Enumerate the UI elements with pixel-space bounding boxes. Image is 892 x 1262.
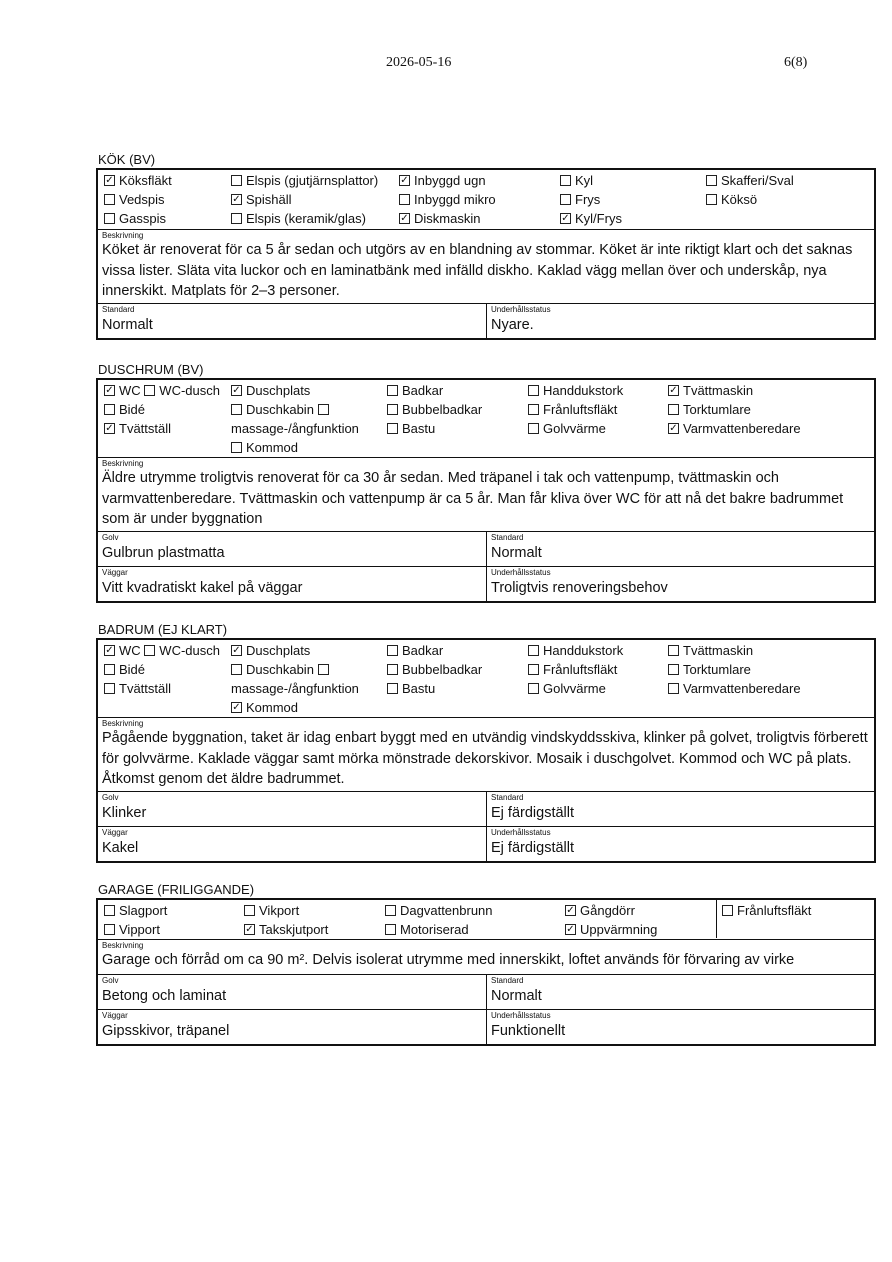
section-box (96, 638, 876, 863)
checkbox-label: Golvvärme (543, 421, 606, 436)
checkbox[interactable] (231, 194, 242, 205)
standard-value: Normalt (491, 545, 542, 561)
checkbox[interactable] (560, 194, 571, 205)
checkbox-item (560, 209, 622, 228)
checkbox-item (528, 660, 623, 679)
checkbox-label: Tvättmaskin (683, 383, 754, 398)
checkbox-label: WC-dusch (159, 383, 220, 398)
checkbox-column (244, 901, 328, 939)
checkbox-label: massage-/ångfunktion (231, 681, 359, 696)
section-badrum (96, 621, 876, 863)
checkbox-grid (98, 900, 874, 940)
description-text: Köket är renoverat för ca 5 år sedan och utgörs av en blandning av stommar. Köket är inte riktigt klart och det saknas vissa lister. Släta vita luckor och en laminatbänk med infälld diskho. Kaklad vägg mellan över och underskåp, nya innerskikt. Matplats för 2–3 personer. (102, 242, 853, 299)
checkbox-grid (98, 170, 874, 230)
checkbox-column (104, 901, 167, 939)
field-row (98, 567, 874, 601)
checkbox-label: Duschkabin (246, 402, 314, 417)
description-text: Äldre utrymme troligtvis renoverat för ca 30 år sedan. Med träpanel i tak och vattenpump, tvättmaskin och varmvattenberedare. Tvättmaskin och vattenpump är ca 5 år. Man får kliva över WC för att nå det bakre badrummet som är under byggnation (102, 470, 844, 527)
section-garage (96, 881, 876, 1046)
checkbox-item (387, 381, 482, 400)
floor-field (98, 792, 487, 826)
floor-value: Gulbrun plastmatta (102, 545, 225, 561)
checkbox-label: Kommod (246, 440, 299, 455)
checkbox-item (385, 920, 493, 939)
checkbox-item (668, 679, 801, 698)
standard-field (487, 532, 874, 566)
floor-label: Golv (102, 793, 119, 802)
checkbox-grid (98, 640, 874, 718)
floor-label: Golv (102, 533, 119, 542)
description-label: Beskrivning (102, 231, 144, 240)
maintenance-status-label: Underhållsstatus (491, 1011, 551, 1020)
checkbox[interactable] (231, 404, 242, 415)
checkbox-column (387, 641, 482, 698)
checkbox[interactable] (399, 175, 410, 186)
field-row (98, 792, 874, 827)
checkbox[interactable] (387, 664, 398, 675)
checkbox-column (104, 381, 220, 438)
maintenance-status-label: Underhållsstatus (491, 568, 551, 577)
checkbox[interactable] (668, 645, 679, 656)
description-text: Garage och förråd om ca 90 m². Delvis isolerat utrymme med innerskikt, loftet används för förvaring av virke (102, 952, 795, 968)
maintenance-status-label: Underhållsstatus (491, 305, 551, 314)
checkbox-item (560, 171, 622, 190)
checkbox-label: Kommod (246, 700, 299, 715)
checkbox-item (104, 190, 172, 209)
section-title: GARAGE (FRILIGGANDE) (98, 882, 255, 897)
section-box (96, 898, 876, 1046)
checkbox[interactable] (399, 213, 410, 224)
checkbox[interactable] (104, 213, 115, 224)
checkbox[interactable] (385, 924, 396, 935)
checkbox-label: Köksö (721, 192, 758, 207)
checkbox-item (528, 641, 623, 660)
checkbox-item (244, 920, 328, 939)
checkbox[interactable] (528, 664, 539, 675)
checkbox-label: Duschkabin (246, 662, 314, 677)
standard-value: Ej färdigställt (491, 805, 575, 821)
checkbox-label: Torktumlare (683, 402, 751, 417)
checkbox[interactable] (144, 645, 155, 656)
page-header-date: 2026-05-16 (386, 55, 452, 70)
checkbox-item (668, 419, 801, 438)
checkbox-label: Bubbelbadkar (402, 662, 483, 677)
standard-value: Normalt (102, 317, 153, 333)
checkbox-item (668, 641, 801, 660)
checkbox-label: Tvättmaskin (683, 643, 754, 658)
checkbox-column (231, 171, 378, 228)
checkbox-item (104, 901, 167, 920)
checkbox-column (528, 641, 623, 698)
checkbox-item (104, 920, 167, 939)
maintenance-status-value: Ej färdigställt (491, 840, 575, 856)
checkbox[interactable] (528, 404, 539, 415)
checkbox-column (706, 171, 794, 209)
checkbox-label: Frånluftsfläkt (737, 903, 812, 918)
checkbox-item (528, 679, 623, 698)
standard-label: Standard (102, 305, 135, 314)
checkbox-label: Frånluftsfläkt (543, 402, 618, 417)
checkbox-item (387, 400, 482, 419)
checkbox[interactable] (668, 404, 679, 415)
checkbox[interactable] (104, 905, 115, 916)
section-duschrum (96, 361, 876, 603)
floor-value: Klinker (102, 805, 147, 821)
description-label: Beskrivning (102, 941, 144, 950)
checkbox[interactable] (244, 924, 255, 935)
standard-field (487, 792, 874, 826)
description-block (98, 940, 874, 975)
checkbox[interactable] (706, 175, 717, 186)
checkbox[interactable] (231, 213, 242, 224)
field-row (98, 532, 874, 567)
section-box (96, 378, 876, 603)
checkbox-label: Kyl (575, 173, 594, 188)
standard-label: Standard (491, 793, 524, 802)
section-title: BADRUM (EJ KLART) (98, 622, 228, 637)
checkbox[interactable] (231, 385, 242, 396)
checkbox[interactable] (387, 645, 398, 656)
checkbox-item (104, 171, 172, 190)
maintenance-status-field (487, 567, 874, 601)
field-row (98, 304, 874, 338)
floor-field (98, 975, 487, 1009)
checkbox-label: Handdukstork (543, 643, 624, 658)
checkbox[interactable] (722, 905, 733, 916)
checkbox-item (722, 901, 811, 920)
checkbox-column (104, 171, 172, 228)
checkbox[interactable] (565, 924, 576, 935)
description-label: Beskrivning (102, 459, 144, 468)
checkbox-label: Bastu (402, 421, 436, 436)
checkbox-item (104, 209, 172, 228)
maintenance-status-value: Troligtvis renoveringsbehov (491, 580, 668, 596)
checkbox-label: WC (119, 643, 141, 658)
checkbox-column (528, 381, 623, 438)
checkbox[interactable] (104, 385, 115, 396)
checkbox[interactable] (668, 664, 679, 675)
walls-field (98, 567, 487, 601)
standard-value: Normalt (491, 988, 542, 1004)
checkbox-label: Bubbelbadkar (402, 402, 483, 417)
checkbox[interactable] (231, 645, 242, 656)
checkbox-grid (98, 380, 874, 458)
column-divider (716, 900, 717, 938)
floor-value: Betong och laminat (102, 988, 227, 1004)
checkbox-label: Duschplats (246, 383, 311, 398)
checkbox[interactable] (231, 664, 242, 675)
checkbox[interactable] (668, 683, 679, 694)
checkbox-label: Diskmaskin (414, 211, 481, 226)
standard-field (98, 304, 487, 338)
checkbox[interactable] (387, 404, 398, 415)
checkbox-item (668, 660, 801, 679)
standard-label: Standard (491, 976, 524, 985)
checkbox-label: Bastu (402, 681, 436, 696)
checkbox[interactable] (104, 683, 115, 694)
description-label: Beskrivning (102, 719, 144, 728)
checkbox[interactable] (144, 385, 155, 396)
walls-label: Väggar (102, 568, 128, 577)
checkbox-item (231, 190, 378, 209)
maintenance-status-field (487, 1010, 874, 1044)
checkbox-column (385, 901, 493, 939)
standard-field (487, 975, 874, 1009)
checkbox-label: massage-/ångfunktion (231, 421, 359, 436)
checkbox-item (399, 209, 496, 228)
checkbox-label: Uppvärmning (580, 922, 658, 937)
checkbox-column (231, 641, 359, 717)
checkbox-item (668, 400, 801, 419)
checkbox-label: Varmvattenberedare (683, 421, 801, 436)
checkbox[interactable] (387, 423, 398, 434)
checkbox[interactable] (387, 683, 398, 694)
checkbox-label: Tvättställ (119, 681, 172, 696)
checkbox-item (387, 679, 482, 698)
checkbox[interactable] (104, 175, 115, 186)
checkbox[interactable] (244, 905, 255, 916)
description-text: Pågående byggnation, taket är idag enbart byggt med en utvändig vindskyddsskiva, klinker på golvet, troligtvis förberett för golvvärme. Kaklade väggar samt mörka mönstrade dekorskivor. Mosaik i duschgolvet. Kommod och WC på plats. Åtkomst genom det äldre badrummet. (102, 730, 868, 787)
checkbox[interactable] (231, 702, 242, 713)
checkbox-column (722, 901, 811, 920)
checkbox-label: Skafferi/Sval (721, 173, 794, 188)
checkbox-label: Slagport (119, 903, 168, 918)
maintenance-status-field (487, 304, 874, 338)
checkbox-label: Inbyggd ugn (414, 173, 486, 188)
checkbox-item (231, 209, 378, 228)
checkbox[interactable] (318, 664, 329, 675)
checkbox-item (528, 400, 623, 419)
checkbox-label: WC-dusch (159, 643, 220, 658)
checkbox[interactable] (318, 404, 329, 415)
walls-label: Väggar (102, 828, 128, 837)
checkbox[interactable] (104, 194, 115, 205)
checkbox-item (387, 660, 482, 679)
checkbox-label: Vedspis (119, 192, 165, 207)
checkbox[interactable] (104, 404, 115, 415)
checkbox-label: Takskjutport (259, 922, 329, 937)
checkbox-label: Vipport (119, 922, 160, 937)
checkbox-column (231, 381, 359, 457)
checkbox-label: Bidé (119, 402, 146, 417)
checkbox[interactable] (560, 213, 571, 224)
checkbox[interactable] (668, 385, 679, 396)
checkbox-item (399, 190, 496, 209)
checkbox-column (668, 641, 801, 698)
floor-label: Golv (102, 976, 119, 985)
checkbox[interactable] (528, 645, 539, 656)
checkbox[interactable] (668, 423, 679, 434)
checkbox-item (385, 901, 493, 920)
checkbox[interactable] (528, 423, 539, 434)
walls-label: Väggar (102, 1011, 128, 1020)
checkbox-label: Dagvattenbrunn (400, 903, 493, 918)
checkbox-label: Gångdörr (580, 903, 635, 918)
checkbox[interactable] (104, 664, 115, 675)
checkbox-column (668, 381, 801, 438)
section-title: DUSCHRUM (BV) (98, 362, 204, 377)
checkbox-label: Duschplats (246, 643, 311, 658)
checkbox-item (706, 190, 794, 209)
maintenance-status-field (487, 827, 874, 861)
checkbox-column (399, 171, 496, 228)
floor-field (98, 532, 487, 566)
description-block (98, 458, 874, 532)
checkbox-label: Kyl/Frys (575, 211, 622, 226)
checkbox-label: Golvvärme (543, 681, 606, 696)
checkbox[interactable] (706, 194, 717, 205)
checkbox[interactable] (231, 442, 242, 453)
checkbox-label: Spishäll (246, 192, 292, 207)
checkbox-label: Vikport (259, 903, 300, 918)
maintenance-status-value: Funktionellt (491, 1023, 566, 1039)
checkbox-item (231, 171, 378, 190)
checkbox[interactable] (399, 194, 410, 205)
checkbox-label: Frys (575, 192, 601, 207)
description-block (98, 230, 874, 304)
checkbox-item (560, 190, 622, 209)
checkbox-item (387, 419, 482, 438)
walls-value: Kakel (102, 840, 139, 856)
walls-value: Vitt kvadratiskt kakel på väggar (102, 580, 303, 596)
checkbox[interactable] (231, 175, 242, 186)
checkbox-label: Bidé (119, 662, 146, 677)
checkbox[interactable] (528, 385, 539, 396)
checkbox-item (399, 171, 496, 190)
checkbox-item (528, 381, 623, 400)
checkbox[interactable] (528, 683, 539, 694)
field-row (98, 975, 874, 1010)
checkbox[interactable] (104, 423, 115, 434)
checkbox-item (528, 419, 623, 438)
checkbox[interactable] (104, 645, 115, 656)
checkbox[interactable] (387, 385, 398, 396)
walls-value: Gipsskivor, träpanel (102, 1023, 230, 1039)
walls-field (98, 1010, 487, 1044)
maintenance-status-label: Underhållsstatus (491, 828, 551, 837)
checkbox-column (387, 381, 482, 438)
checkbox-label: Badkar (402, 383, 444, 398)
checkbox-item (668, 381, 801, 400)
checkbox[interactable] (560, 175, 571, 186)
checkbox-label: Badkar (402, 643, 444, 658)
section-kok (96, 151, 876, 340)
checkbox-label: Inbyggd mikro (414, 192, 496, 207)
standard-label: Standard (491, 533, 524, 542)
checkbox-label: Frånluftsfläkt (543, 662, 618, 677)
checkbox-label: Köksfläkt (119, 173, 172, 188)
maintenance-status-value: Nyare. (491, 317, 534, 333)
checkbox-label: Torktumlare (683, 662, 751, 677)
checkbox-label: Tvättställ (119, 421, 172, 436)
field-row (98, 1010, 874, 1044)
checkbox-item (387, 641, 482, 660)
checkbox-label: WC (119, 383, 141, 398)
checkbox-label: Elspis (keramik/glas) (246, 211, 366, 226)
checkbox-label: Motoriserad (400, 922, 469, 937)
checkbox-column (104, 641, 220, 698)
section-title: KÖK (BV) (98, 152, 156, 167)
checkbox-item (706, 171, 794, 190)
checkbox-label: Varmvattenberedare (683, 681, 801, 696)
page-number: 6(8) (784, 55, 808, 70)
walls-field (98, 827, 487, 861)
checkbox-label: Elspis (gjutjärnsplattor) (246, 173, 379, 188)
checkbox-label: Gasspis (119, 211, 166, 226)
checkbox[interactable] (565, 905, 576, 916)
description-block (98, 718, 874, 792)
checkbox-item (565, 920, 657, 939)
checkbox-item (244, 901, 328, 920)
checkbox[interactable] (385, 905, 396, 916)
section-box (96, 168, 876, 340)
checkbox-label: Handdukstork (543, 383, 624, 398)
field-row (98, 827, 874, 861)
checkbox-column (565, 901, 657, 939)
checkbox[interactable] (104, 924, 115, 935)
checkbox-column (560, 171, 622, 228)
checkbox-item (565, 901, 657, 920)
